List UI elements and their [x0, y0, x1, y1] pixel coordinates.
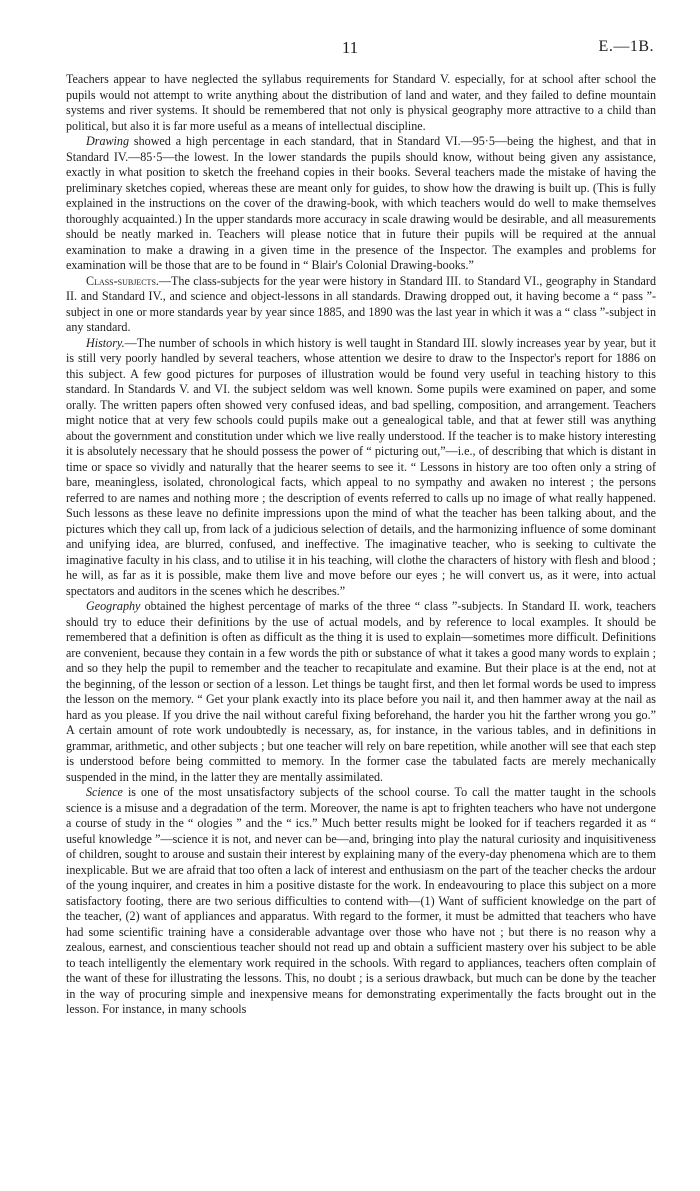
- paragraph-geography-continued: [66, 72, 656, 134]
- paragraph-text: obtained the highest percentage of marks of the three “ class ”-subjects. In Standard II. work, teachers should try to educe their definitions by the use of actual models, and by reference to local examples. It should be remembered that a definition is often as difficult as the thing it is used to explain—sometimes more difficult. Definitions are convenient, because they contain in a few words the pith or substance of what it takes a good many words to explain ; and so they help the pupil to remember and the teacher to recapitulate and examine. But their place is at the end, not at the beginning, of the lesson or section of a lesson. Let things be taught first, and then let formal words be used to impress the lesson on the memory. “ Get your plank exactly into its place before you nail it, and then hammer away at the nail as hard as you please. If you drive the nail without careful fixing beforehand, the harder you hit the farther wrong you go.” A certain amount of rote work undoubtedly is necessary, as, for instance, in the various tables, and in definitions in grammar, arithmetic, and other subjects ; but one teacher will rely on bare repetition, while another will see that each step is understood before being committed to memory. In the former case the tabulated facts are merely mechanically suspended in the mind, in the latter they are mentally assimilated.: [66, 599, 656, 784]
- paragraph-lead-history: History.: [86, 335, 125, 350]
- paragraph-class-subjects: [66, 274, 656, 336]
- paragraph-science: [66, 785, 656, 1018]
- paragraph-text: —The class-subjects for the year were history in Standard III. to Standard VI., geography in Standard II. and Standard IV., and science and object-lessons in all standards. Drawing dropped out, it having become a “ pass ”-subject in one or more standards year by year since 1885, and 1890 was the last year in which it was a “ class ”-subject in any standard.: [66, 273, 656, 334]
- paragraph-text: Teachers appear to have neglected the syllabus requirements for Standard V. especially, for at school after school the pupils would not attempt to write anything about the distribution of land and water, and they failed to define mountain systems and river systems. It should be remembered that not only is physical geography more attractive to a child than political, but also it is far more useful as a means of intellectual discipline.: [66, 72, 656, 133]
- document-reference: E.—1B.: [598, 38, 654, 55]
- document-body: [66, 72, 656, 1018]
- paragraph-text: —The number of schools in which history is well taught in Standard III. slowly increases year by year, but it is still very poorly handled by several teachers, whose attention we desire to draw to the Inspector's report for 1886 on this subject. A few good pictures for purposes of illustration would be found very useful in teaching history to this standard. In Standards V. and VI. the subject seldom was well known. Some pupils were examined on paper, and some orally. The written papers often showed very confused ideas, and bad spelling, composition, and arrangement. Teachers might notice that at very few schools could pupils make out a genealogical table, and that at fewer still was anything about the government and constitution under which we live really understood. If the teacher is to make history interesting it is absolutely necessary that he should possess the power of “ picturing out,”—i.e., of describing that which is distant in time or space so vividly and naturally that the hearer seems to see it. “ Lessons in history are too often only a string of bare, meaningless, isolated, chronological facts, which appeal to no sympathy and awaken no interest ; the persons referred to are names and nothing more ; the description of events referred to calls up no image of what really happened. Such lessons as these leave no definite impressions upon the mind of what the teacher has been talking about, and the pictures which they call up, from lack of a judicious selection of details, and the harmonizing influence of some dominant and unifying idea, are blurred, confused, and ineffective. The imaginative teacher, who is seeking to cultivate the imaginative faculty in his class, and to utilise it in his teaching, will clothe the characters of history with flesh and blood ; he will, as far as it is possible, make them live and move before our eyes ; he will convert us, as it were, into actual spectators and auditors in the scenes which he describes.”: [66, 335, 656, 598]
- page-number: 11: [341, 38, 359, 57]
- paragraph-lead-geography: Geography: [86, 599, 141, 613]
- paragraph-lead-drawing: Drawing: [86, 134, 130, 148]
- paragraph-text: is one of the most unsatisfactory subjects of the school course. To call the matter taught in the schools science is a misuse and a degradation of the term. Moreover, the name is apt to frighten teachers who have not undergone a course of study in the “ ologies ” and the “ ics.” Much better results might be looked for if teachers regarded it as “ useful knowledge ”—science it is not, and never can be—and, bringing into play the natural curiosity and inquisitiveness of children, sought to arouse and sustain their interest by explaining many of the every-day phenomena which are to them inexplicable. But we are afraid that too often a lack of interest and enthusiasm on the part of the teacher checks the ardour of the young inquirer, and creates in him a positive distaste for the work. In endeavouring to place this subject on a more satisfactory footing, there are two serious difficulties to contend with—(1) Want of sufficient knowledge on the part of the teacher, (2) want of appliances and apparatus. With regard to the former, it must be admitted that teachers who have had some scientific training have a considerable advantage over those who have not ; but there is no reason why a zealous, earnest, and conscientious teacher should not read up and obtain a sufficient mastery over his subject to be able to teach intelligently the elementary work required in the schools. With regard to appliances, teachers often complain of the want of these for illustrating the lessons. This, no doubt ; is a serious drawback, but much can be done by the teacher in the way of procuring simple and inexpensive means for demonstrating experimentally the facts brought out in the lesson. For instance, in many schools: [66, 785, 656, 1016]
- paragraph-text: showed a high percentage in each standard, that in Standard VI.—95·5—being the highest, and that in Standard IV.—85·5—the lowest. In the lower standards the pupils should know, without being given any assistance, exactly in what position to sketch the freehand copies in their books. Several teachers made the mistake of having the preliminary sketches copied, whereas these are meant only for guides, to show how the drawing is built up. (This is fully explained in the instructions on the cover of the drawing-book, with which teachers would do well to make themselves thoroughly acquainted.) In the upper standards more accuracy in scale drawing would be desirable, and all measurements should be neatly marked in. Teachers will please notice that in future their pupils will be required at the annual examination to make a drawing in a given time in the presence of the Inspector. The examples and problems for examination will be those that are to be found in “ Blair's Colonial Drawing-books.”: [66, 134, 656, 272]
- paragraph-geography: [66, 599, 656, 785]
- page-header: [0, 38, 700, 58]
- paragraph-history: [66, 336, 656, 600]
- paragraph-lead-science: Science: [86, 785, 123, 799]
- paragraph-lead-class-subjects: Class-subjects.: [86, 273, 159, 288]
- paragraph-drawing: [66, 134, 656, 274]
